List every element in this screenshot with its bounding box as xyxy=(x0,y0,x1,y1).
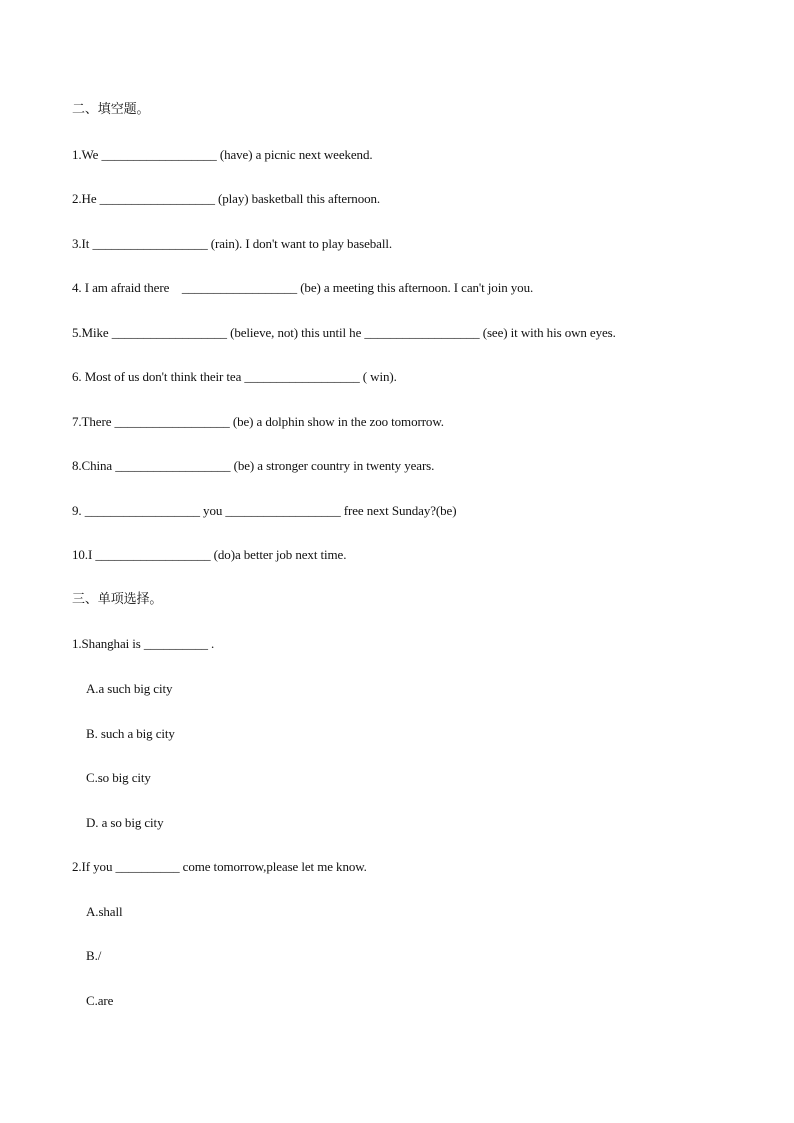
choice-q1-option-b: B. such a big city xyxy=(86,726,175,741)
fill-blank-item-3: 3.It __________________ (rain). I don't want to play baseball. xyxy=(72,236,393,251)
fill-blank-item-9: 9. __________________ you __________________ free next Sunday?(be) xyxy=(72,503,457,518)
choice-q2-option-c: C.are xyxy=(86,993,114,1008)
fill-blank-item-5: 5.Mike __________________ (believe, not) this until he __________________ (see) it with his own eyes. xyxy=(72,325,616,340)
fill-blank-item-1: 1.We __________________ (have) a picnic next weekend. xyxy=(72,147,373,162)
fill-blank-item-7: 7.There __________________ (be) a dolphin show in the zoo tomorrow. xyxy=(72,414,444,429)
section-3-title: 三、单项选择。 xyxy=(72,592,163,607)
fill-blank-item-2: 2.He __________________ (play) basketball this afternoon. xyxy=(72,191,381,206)
choice-q1-option-a: A.a such big city xyxy=(86,681,173,696)
choice-question-1: 1.Shanghai is __________ . xyxy=(72,636,215,651)
choice-q2-option-a: A.shall xyxy=(86,904,123,919)
choice-q1-option-d: D. a so big city xyxy=(86,815,164,830)
choice-q2-option-b: B./ xyxy=(86,948,102,963)
fill-blank-item-8: 8.China __________________ (be) a stronger country in twenty years. xyxy=(72,458,435,473)
choice-question-2: 2.If you __________ come tomorrow,please let me know. xyxy=(72,859,367,874)
fill-blank-item-4: 4. I am afraid there __________________ (be) a meeting this afternoon. I can't join you. xyxy=(72,280,534,295)
fill-blank-item-6: 6. Most of us don't think their tea __________________ ( win). xyxy=(72,369,397,384)
section-2-title: 二、填空题。 xyxy=(72,102,150,117)
choice-q1-option-c: C.so big city xyxy=(86,770,151,785)
fill-blank-item-10: 10.I __________________ (do)a better job next time. xyxy=(72,547,347,562)
